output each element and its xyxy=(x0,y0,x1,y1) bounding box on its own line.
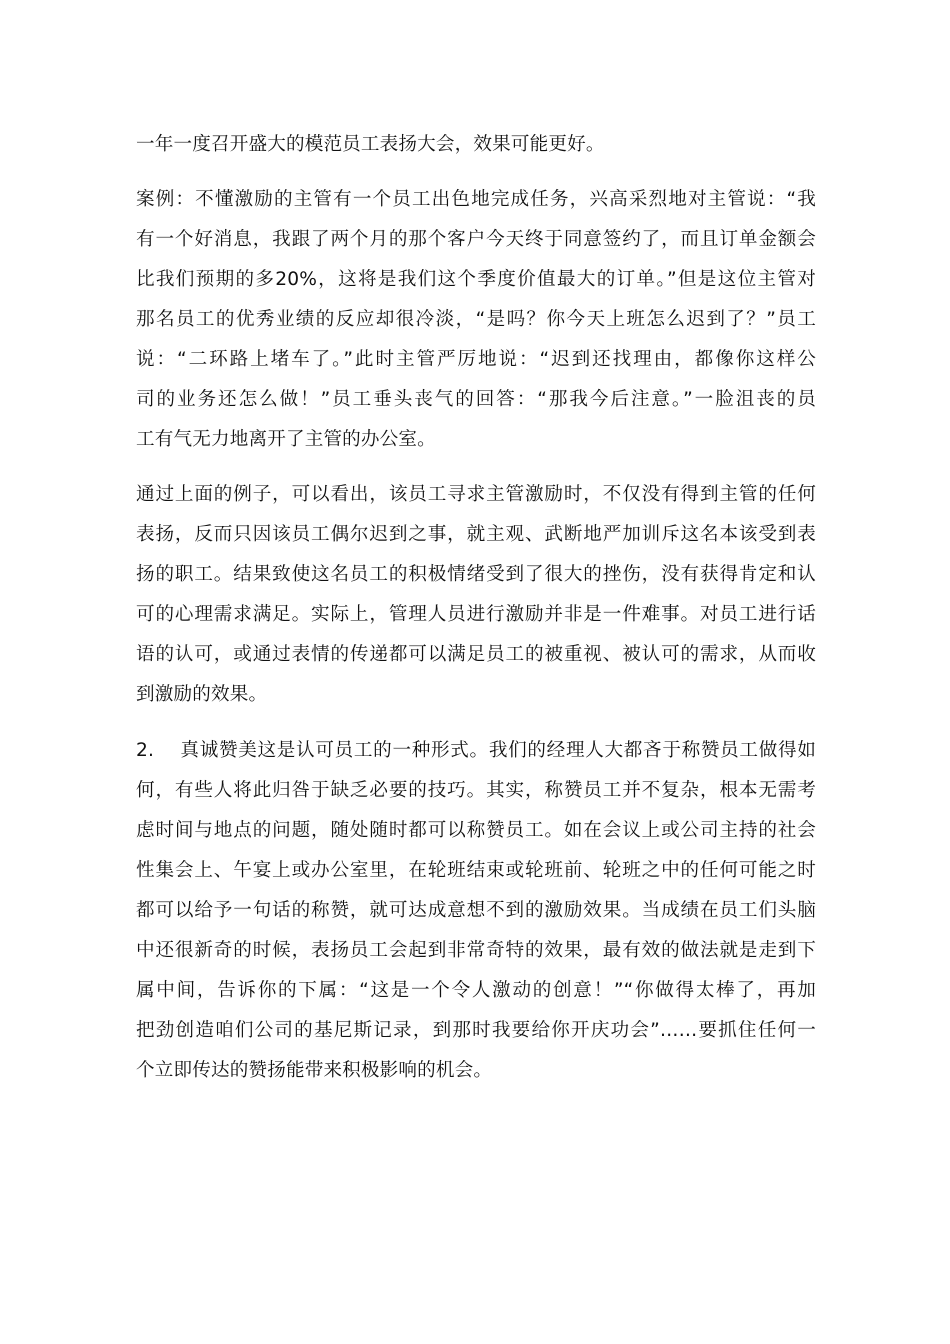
text-line: 表扬，反而只因该员工偶尔迟到之事，就主观、武断地严加训斥这名本该受到表 xyxy=(136,524,816,545)
text-line: 把劲创造咱们公司的基尼斯记录，到那时我要给你开庆功会”……要抓住任何一 xyxy=(136,1020,816,1041)
text-line: 中还很新奇的时候，表扬员工会起到非常奇特的效果，最有效的做法就是走到下 xyxy=(136,940,816,961)
text-line: 有一个好消息，我跟了两个月的那个客户今天终于同意签约了，而且订单金额会 xyxy=(136,229,816,250)
text-line: 语的认可，或通过表情的传递都可以满足员工的被重视、被认可的需求，从而收 xyxy=(136,644,816,665)
text-line: 说：“二环路上堵车了。”此时主管严厉地说：“迟到还找理由，都像你这样公 xyxy=(136,349,816,370)
text-line: 可的心理需求满足。实际上，管理人员进行激励并非是一件难事。对员工进行话 xyxy=(136,604,816,625)
text-line: 到激励的效果。 xyxy=(136,684,268,705)
text-line: 虑时间与地点的问题，随处随时都可以称赞员工。如在会议上或公司主持的社会 xyxy=(136,820,816,841)
text-line: 扬的职工。结果致使这名员工的积极情绪受到了很大的挫伤，没有获得肯定和认 xyxy=(136,564,816,585)
text-line: 2. 真诚赞美这是认可员工的一种形式。我们的经理人大都吝于称赞员工做得如 xyxy=(136,740,816,761)
text-line: 何，有些人将此归咎于缺乏必要的技巧。其实，称赞员工并不复杂，根本无需考 xyxy=(136,780,816,801)
text-line: 司的业务还怎么做！”员工垂头丧气的回答：“那我今后注意。”一脸沮丧的员 xyxy=(136,389,816,410)
text-line: 那名员工的优秀业绩的反应却很冷淡，“是吗？你今天上班怎么迟到了？”员工 xyxy=(136,309,816,330)
text-line: 都可以给予一句话的称赞，就可达成意想不到的激励效果。当成绩在员工们头脑 xyxy=(136,900,816,921)
text-line: 通过上面的例子，可以看出，该员工寻求主管激励时，不仅没有得到主管的任何 xyxy=(136,484,816,505)
text-line: 工有气无力地离开了主管的办公室。 xyxy=(136,429,436,450)
text-line: 属中间，告诉你的下属：“这是一个令人激动的创意！”“你做得太棒了，再加 xyxy=(136,980,816,1001)
text-line: 案例：不懂激励的主管有一个员工出色地完成任务，兴高采烈地对主管说：“我 xyxy=(136,189,816,210)
text-line: 一年一度召开盛大的模范员工表扬大会，效果可能更好。 xyxy=(136,134,605,155)
text-line: 个立即传达的赞扬能带来积极影响的机会。 xyxy=(136,1060,493,1081)
text-line: 性集会上、午宴上或办公室里，在轮班结束或轮班前、轮班之中的任何可能之时 xyxy=(136,860,816,881)
text-line: 比我们预期的多20%，这将是我们这个季度价值最大的订单。”但是这位主管对 xyxy=(136,269,816,290)
